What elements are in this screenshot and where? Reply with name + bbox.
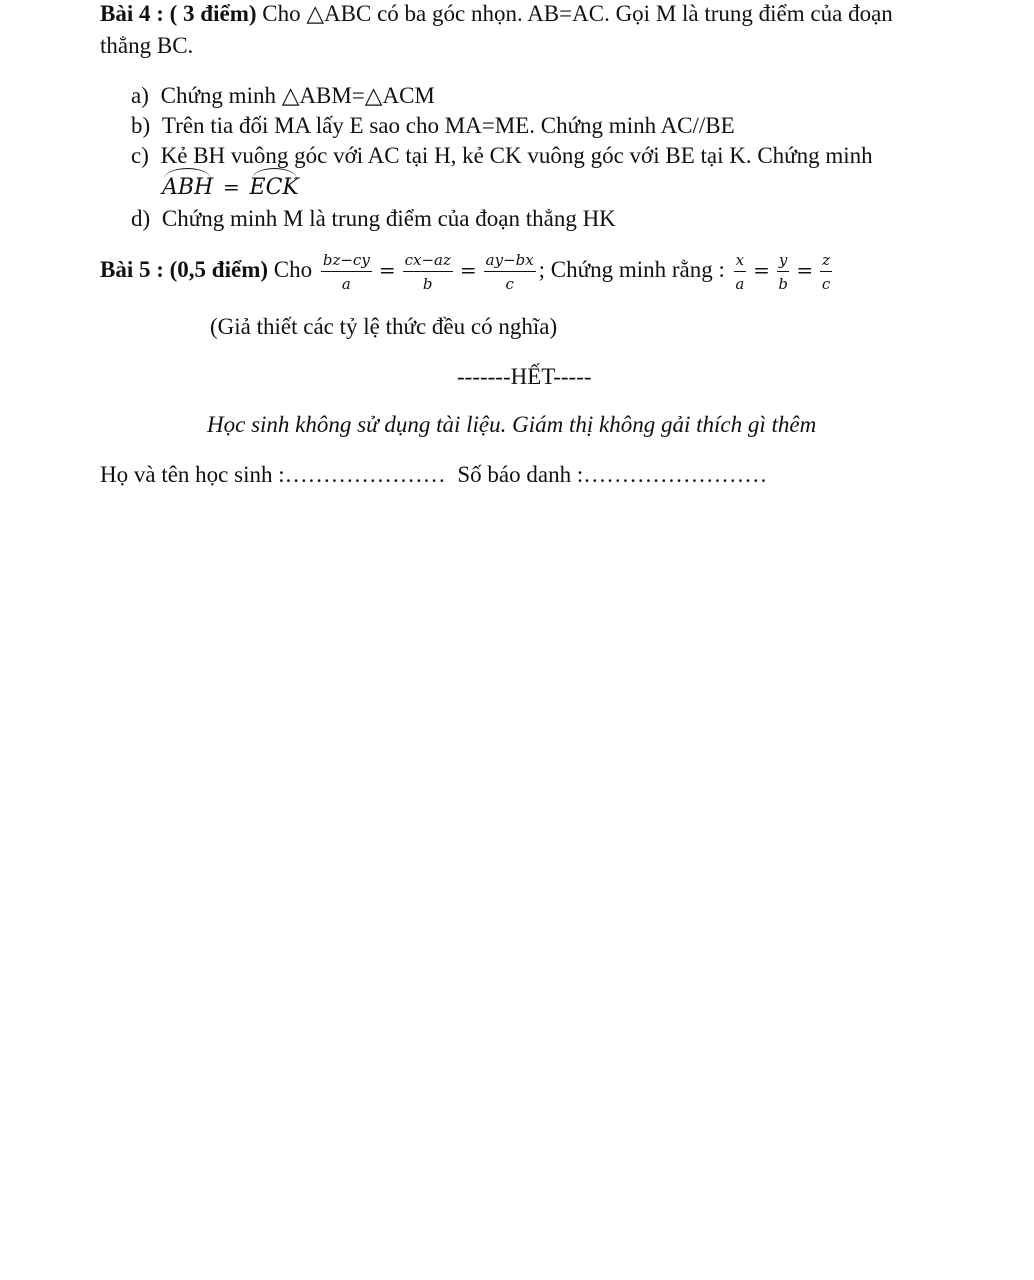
- fraction-2: [403, 251, 453, 293]
- fraction-denominator: c: [821, 274, 831, 293]
- student-name-label: Họ và tên học sinh :…………………: [100, 462, 446, 487]
- bai4-intro-line1: [100, 0, 893, 28]
- angle-abh: ABH: [162, 168, 213, 202]
- bai4-intro-line2: thẳng BC.: [100, 33, 194, 58]
- bai4-intro-text: Cho △ABC có ba góc nhọn. AB=AC. Gọi M là trung điểm của đoạn: [262, 1, 893, 26]
- bai4-item-b: [131, 112, 735, 140]
- equals-sign: =: [459, 258, 477, 282]
- fraction-3: [484, 251, 536, 293]
- fraction-numerator: x: [734, 251, 746, 272]
- bai4-item-c: [131, 142, 873, 170]
- fraction-denominator: b: [778, 274, 788, 293]
- item-marker: c): [131, 143, 149, 168]
- item-text: Trên tia đối MA lấy E sao cho MA=ME. Chứng minh AC//BE: [161, 113, 735, 138]
- fraction-denominator: a: [735, 274, 745, 293]
- fraction-numerator: bz−cy: [321, 251, 372, 272]
- fraction-denominator: b: [422, 274, 433, 293]
- fraction-numerator: y: [777, 251, 789, 272]
- fraction-denominator: a: [341, 274, 351, 293]
- bai4-item-a: [131, 82, 435, 110]
- item-marker: b): [131, 113, 151, 138]
- bai5-line: [100, 250, 835, 293]
- item-text: Chứng minh △ABM=△ACM: [160, 83, 435, 108]
- equals-sign: =: [378, 258, 396, 282]
- instruction-text: Học sinh không sử dụng tài liệu. Giám thị không gải thích gì thêm: [207, 412, 817, 437]
- student-info: [100, 461, 767, 489]
- item-marker: a): [131, 83, 149, 108]
- fraction-numerator: z: [820, 251, 832, 272]
- angle-eck: ECK: [250, 168, 299, 202]
- bai4-label: Bài 4 : ( 3 điểm): [100, 1, 257, 26]
- angle-equation: [162, 168, 299, 202]
- item-text: Chứng minh M là trung điểm của đoạn thẳng HK: [161, 206, 616, 231]
- item-text: Kẻ BH vuông góc với AC tại H, kẻ CK vuông góc với BE tại K. Chứng minh: [160, 143, 873, 168]
- student-id-label: Số báo danh :……………………: [457, 462, 768, 487]
- bai5-note: (Giả thiết các tỷ lệ thức đều có nghĩa): [210, 314, 558, 339]
- bai5-middle-text: ; Chứng minh rằng :: [538, 257, 725, 282]
- result-fraction-2: [777, 251, 789, 293]
- angle-equals: =: [223, 175, 240, 199]
- fraction-1: [321, 251, 372, 293]
- fraction-numerator: ay−bx: [484, 251, 536, 272]
- result-fraction-1: [734, 251, 746, 293]
- bai4-item-d: [131, 205, 616, 233]
- item-marker: d): [131, 206, 151, 231]
- fraction-numerator: cx−az: [403, 251, 453, 272]
- bai5-label: Bài 5 : (0,5 điểm): [100, 257, 269, 282]
- equals-sign: =: [796, 258, 814, 282]
- end-mark: -------HẾT-----: [457, 364, 592, 389]
- equals-sign: =: [753, 258, 770, 282]
- result-fraction-3: [820, 251, 832, 293]
- fraction-denominator: c: [505, 274, 514, 293]
- bai5-cho: Cho: [273, 257, 313, 282]
